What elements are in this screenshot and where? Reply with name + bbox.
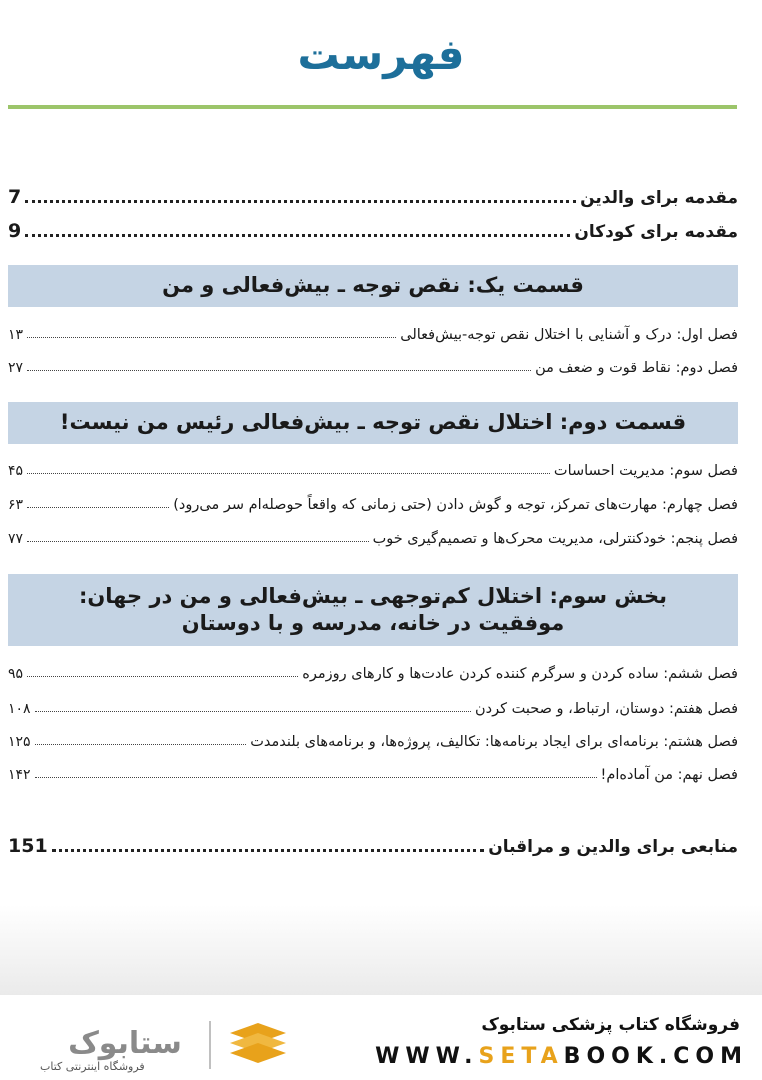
dot-leader bbox=[35, 744, 247, 745]
dot-leader bbox=[27, 507, 169, 508]
dot-leader bbox=[25, 234, 570, 237]
toc-entry-chapter-5[interactable] bbox=[8, 531, 738, 547]
toc-entry-chapter-1[interactable] bbox=[8, 327, 738, 343]
book-stack-icon bbox=[230, 1023, 286, 1063]
toc-entry-chapter-4[interactable] bbox=[8, 497, 738, 513]
page-title: فهرست bbox=[297, 30, 465, 79]
page-number: ۱۳ bbox=[8, 327, 24, 343]
entry-label: فصل پنجم: خودکنترلی، مدیریت محرک‌ها و تصمیم‌گیری خوب bbox=[372, 531, 738, 547]
store-name: فروشگاه کتاب پزشکی ستابوک bbox=[481, 1015, 740, 1035]
part-heading-3 bbox=[8, 574, 738, 646]
part-heading-2 bbox=[8, 402, 738, 444]
page-number: ۴۵ bbox=[8, 463, 24, 479]
page-number: 151 bbox=[8, 835, 48, 857]
page-number: ۱۴۲ bbox=[8, 767, 31, 783]
url-prefix: WWW. bbox=[375, 1044, 479, 1069]
entry-label: فصل هشتم: برنامه‌ای برای ایجاد برنامه‌ها: تکالیف، پروژه‌ها، و برنامه‌های بلندمدت bbox=[250, 734, 738, 750]
page-number: ۶۳ bbox=[8, 497, 24, 513]
page-number: ۱۲۵ bbox=[8, 734, 31, 750]
dot-leader bbox=[27, 541, 369, 542]
page-number: 9 bbox=[8, 220, 22, 242]
page-number: 7 bbox=[8, 186, 22, 208]
toc-entry-chapter-2[interactable] bbox=[8, 360, 738, 376]
dot-leader bbox=[27, 370, 531, 371]
dot-leader bbox=[35, 777, 597, 778]
entry-label: فصل دوم: نقاط قوت و ضعف من bbox=[535, 360, 738, 376]
entry-label: فصل اول: درک و آشنایی با اختلال نقص توجه-بیش‌فعالی bbox=[400, 327, 738, 343]
logo-subtitle: فروشگاه اینترنتی کتاب bbox=[40, 1060, 145, 1073]
toc-entry-intro-children[interactable] bbox=[8, 220, 738, 242]
entry-label: فصل ششم: ساده کردن و سرگرم کننده کردن عادت‌ها و کارهای روزمره bbox=[302, 666, 738, 682]
dot-leader bbox=[25, 200, 576, 203]
page-number: ۲۷ bbox=[8, 360, 24, 376]
part-title-line: قسمت یک: نقص توجه ـ بیش‌فعالی و من bbox=[162, 273, 584, 298]
toc-entry-resources[interactable] bbox=[8, 835, 738, 857]
toc-entry-chapter-6[interactable] bbox=[8, 666, 738, 682]
url-suffix: BOOK.COM bbox=[563, 1044, 748, 1069]
page-number: ۱۰۸ bbox=[8, 701, 31, 717]
dot-leader bbox=[27, 473, 550, 474]
entry-label: فصل سوم: مدیریت احساسات bbox=[553, 463, 738, 479]
entry-label: فصل نهم: من آماده‌ام! bbox=[600, 767, 738, 783]
entry-label: منابعی برای والدین و مراقبان bbox=[488, 837, 738, 857]
part-title-line: قسمت دوم: اختلال نقص توجه ـ بیش‌فعالی رئیس من نیست! bbox=[59, 410, 687, 435]
logo-wordmark: ستابوک bbox=[68, 1026, 182, 1061]
toc-entry-chapter-7[interactable] bbox=[8, 701, 738, 717]
entry-label: فصل هفتم: دوستان، ارتباط، و صحبت کردن bbox=[474, 701, 738, 717]
part-title-line: بخش سوم: اختلال کم‌توجهی ـ بیش‌فعالی و من در جهان: bbox=[78, 583, 668, 608]
dot-leader bbox=[27, 676, 298, 677]
dot-leader bbox=[35, 711, 471, 712]
part-title-line: موفقیت در خانه، مدرسه و با دوستان bbox=[181, 611, 565, 635]
dot-leader bbox=[27, 337, 396, 338]
title-divider bbox=[8, 105, 737, 109]
entry-label: مقدمه برای کودکان bbox=[574, 222, 738, 242]
entry-label: مقدمه برای والدین bbox=[580, 188, 738, 208]
part-heading-1 bbox=[8, 265, 738, 307]
page-number: ۹۵ bbox=[8, 666, 24, 682]
page-number: ۷۷ bbox=[8, 531, 24, 547]
toc-entry-chapter-9[interactable] bbox=[8, 767, 738, 783]
store-url[interactable] bbox=[375, 1044, 748, 1069]
toc-entry-intro-parents[interactable] bbox=[8, 186, 738, 208]
entry-label: فصل چهارم: مهارت‌های تمرکز، توجه و گوش دادن (حتی زمانی که واقعاً حوصله‌ام سر می‌رود) bbox=[173, 497, 738, 513]
url-highlight: SETA bbox=[478, 1044, 564, 1069]
toc-entry-chapter-3[interactable] bbox=[8, 463, 738, 479]
toc-entry-chapter-8[interactable] bbox=[8, 734, 738, 750]
dot-leader bbox=[52, 849, 485, 852]
